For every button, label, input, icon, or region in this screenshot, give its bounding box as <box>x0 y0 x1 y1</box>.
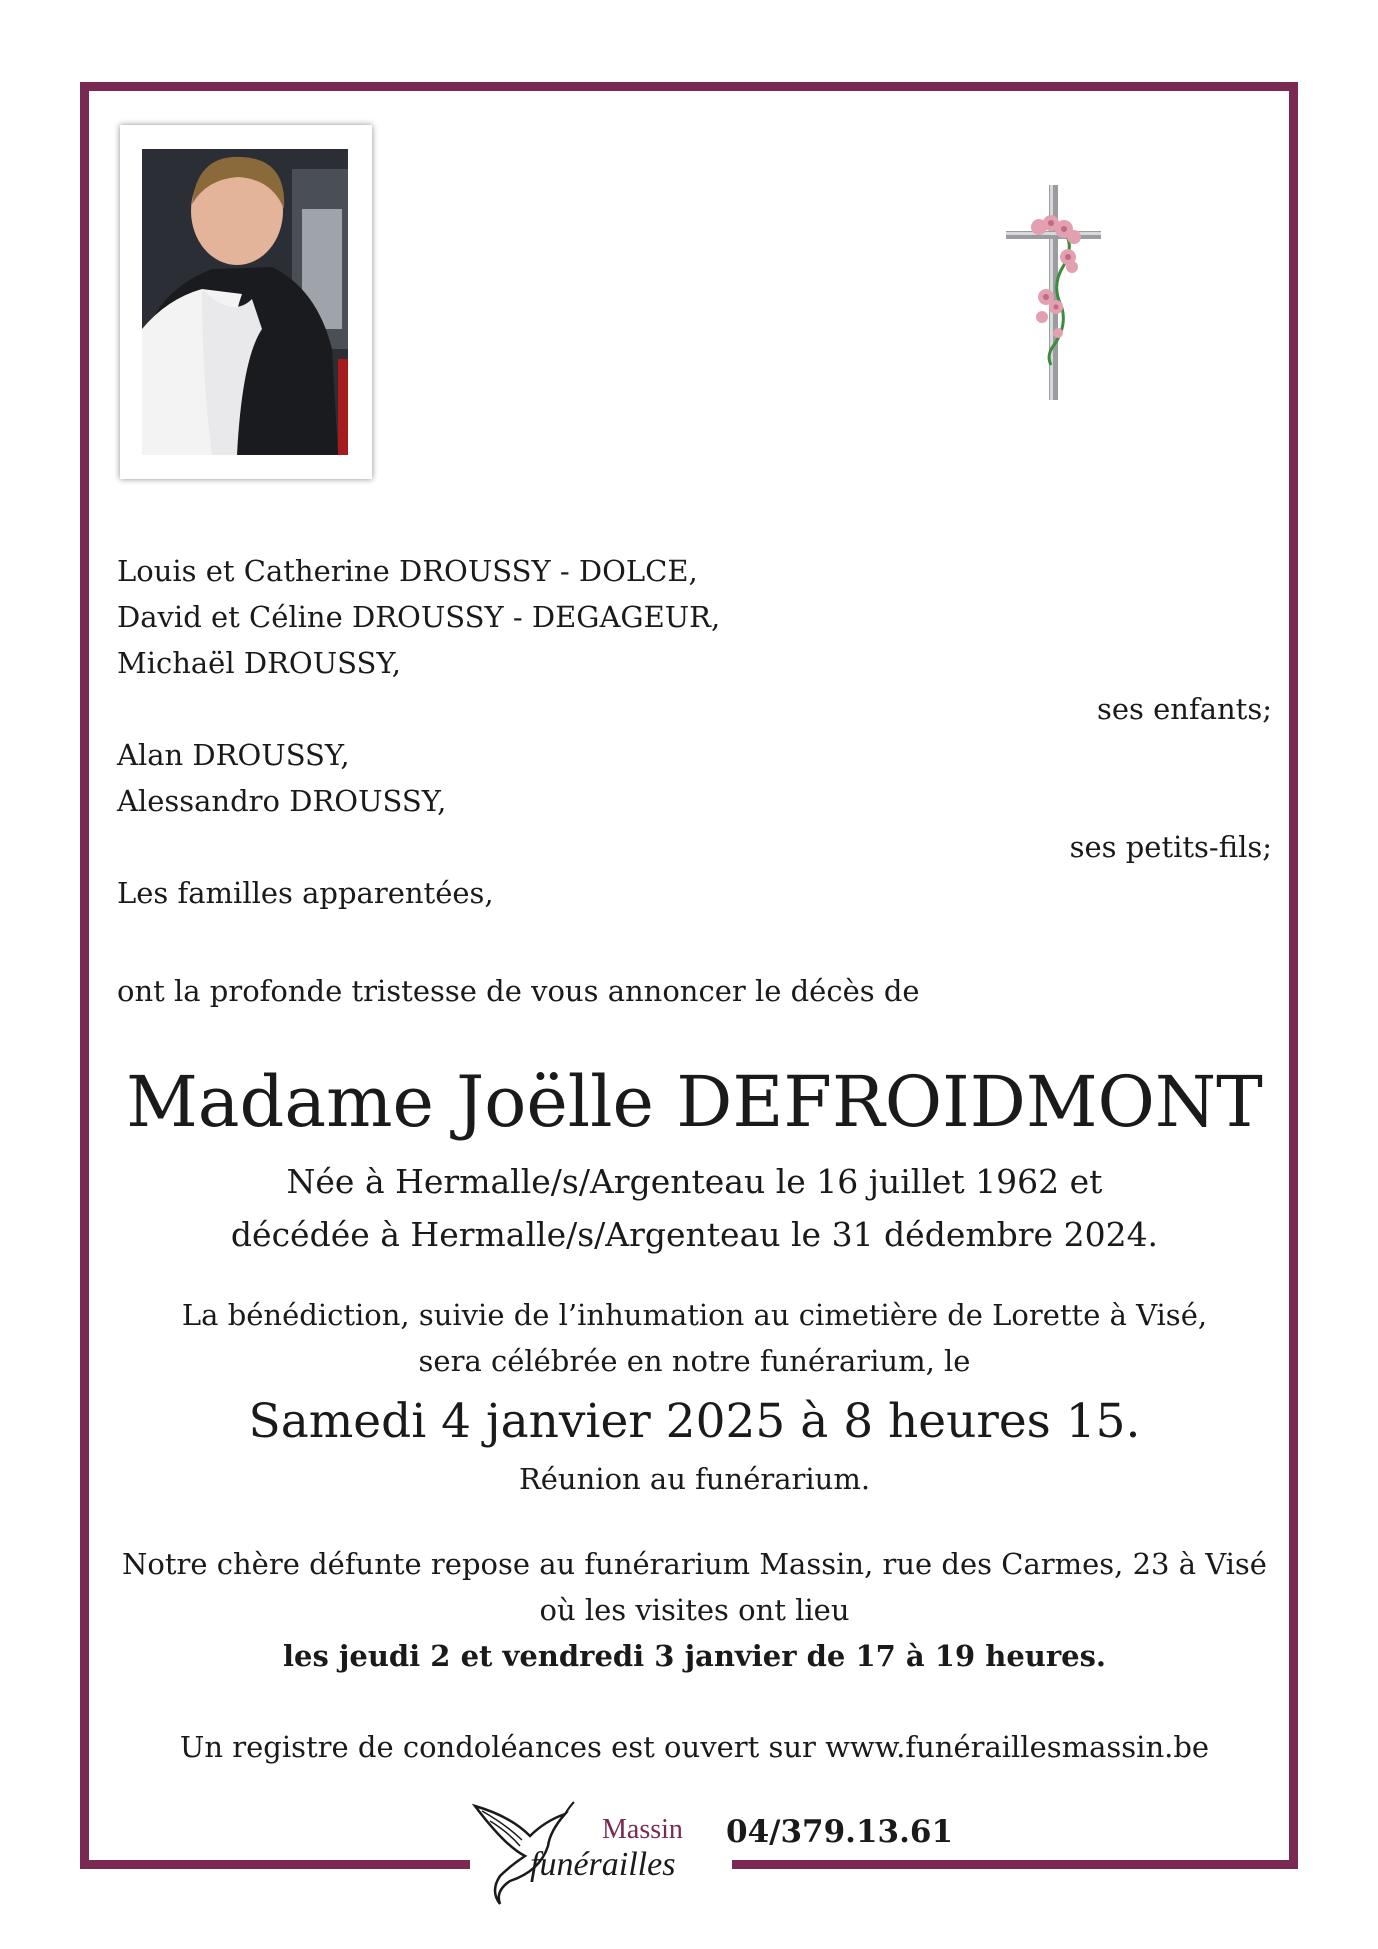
visits-times: les jeudi 2 et vendredi 3 janvier de 17 à 19 heures. <box>282 1639 1107 1673</box>
ceremony-line-1: La bénédiction, suivie de l’inhumation au cimetière de Lorette à Visé, <box>181 1298 1208 1332</box>
grandchildren-label: ses petits-fils; <box>1069 830 1272 864</box>
register-text: Un registre de condoléances est ouvert sur www.funéraillesmassin.be <box>179 1730 1210 1764</box>
visits-line-2: où les visites ont lieu <box>539 1593 850 1627</box>
ceremony-date: Samedi 4 janvier 2025 à 8 heures 15. <box>248 1394 1141 1449</box>
logo-name: Massin <box>602 1814 683 1845</box>
relatives: Les familles apparentées, <box>117 876 494 910</box>
family-list <box>117 548 1272 916</box>
child-2: David et Céline DROUSSY - DEGAGEUR, <box>117 600 721 634</box>
meeting-info <box>117 1456 1272 1502</box>
birth-line: Née à Hermalle/s/Argenteau le 16 juillet 1962 et <box>286 1162 1103 1201</box>
visits-info <box>117 1541 1272 1679</box>
announcement-text: ont la profonde tristesse de vous annoncer le décès de <box>117 974 920 1008</box>
meeting-text: Réunion au funérarium. <box>518 1462 871 1496</box>
child-1: Louis et Catherine DROUSSY - DOLCE, <box>117 554 698 588</box>
floral-cross-icon <box>1006 185 1106 400</box>
grandchild-1: Alan DROUSSY, <box>117 738 350 772</box>
children-label: ses enfants; <box>1097 692 1272 726</box>
death-line: décédée à Hermalle/s/Argenteau le 31 dédembre 2024. <box>230 1215 1159 1254</box>
deceased-name: Madame Joëlle DEFROIDMONT <box>126 1061 1263 1143</box>
grandchild-2: Alessandro DROUSSY, <box>117 784 447 818</box>
visits-line-1: Notre chère défunte repose au funérarium Massin, rue des Carmes, 23 à Visé <box>122 1547 1267 1581</box>
register-info <box>117 1724 1272 1770</box>
announcement <box>117 968 1272 1014</box>
massin-logo <box>470 1776 732 1916</box>
portrait-photo <box>120 125 372 479</box>
ceremony-info <box>117 1292 1272 1384</box>
phone-number: 04/379.13.61 <box>726 1814 954 1850</box>
life-dates <box>117 1155 1272 1261</box>
child-3: Michaël DROUSSY, <box>117 646 401 680</box>
ceremony-line-2: sera célébrée en notre funérarium, le <box>418 1344 971 1378</box>
logo-subtitle: funérailles <box>530 1846 676 1883</box>
